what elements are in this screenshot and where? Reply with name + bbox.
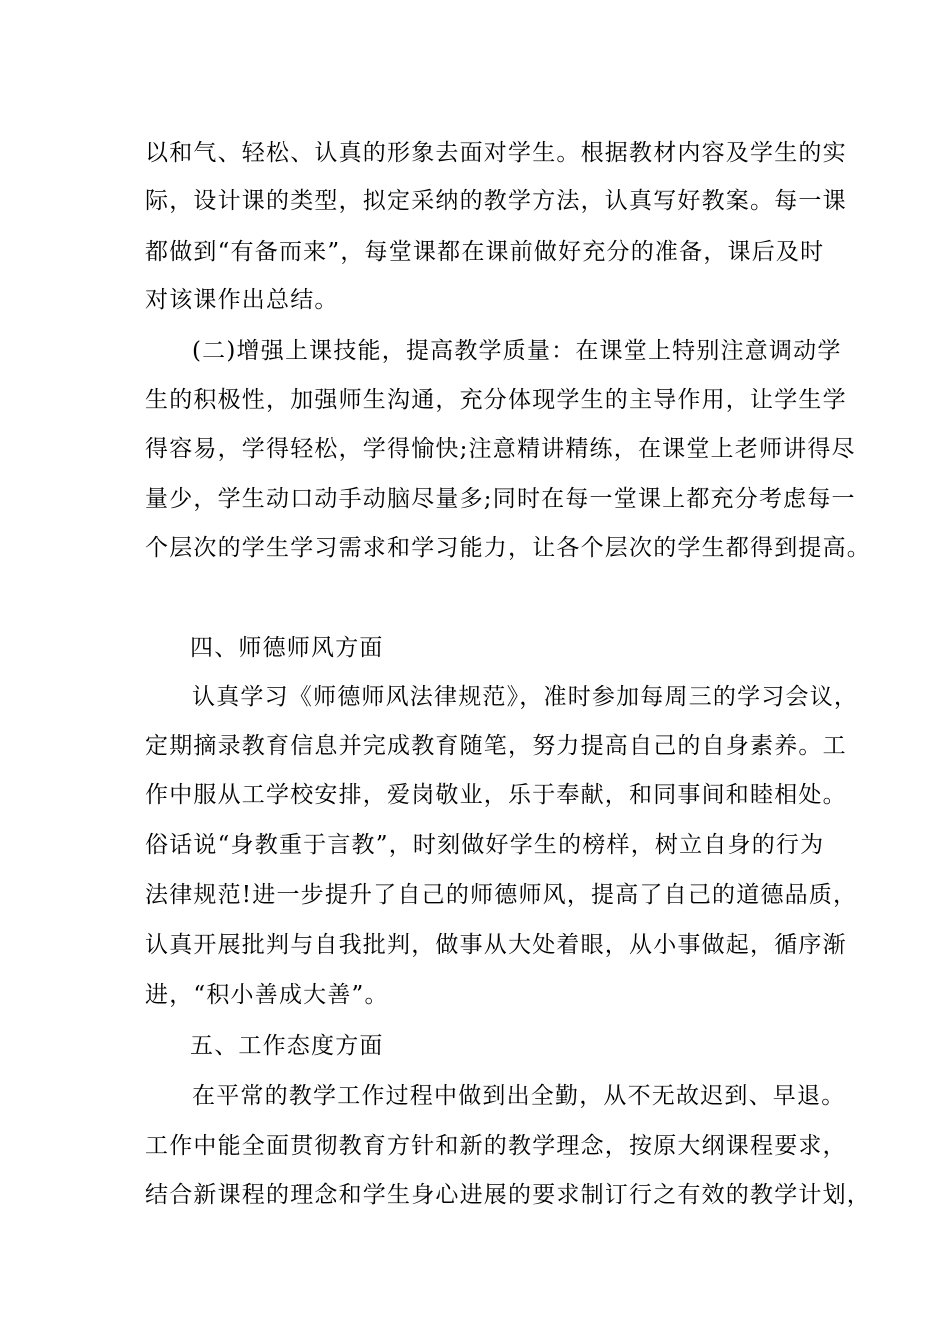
body-text-line: 生的积极性，加强师生沟通，充分体现学生的主导作用，让学生学 <box>145 387 847 413</box>
body-text-line: 得容易，学得轻松，学得愉快;注意精讲精练，在课堂上老师讲得尽 <box>145 436 856 462</box>
paragraph-first-line: (二)增强上课技能，提高教学质量：在课堂上特别注意调动学 <box>192 338 842 364</box>
body-text-line: 都做到“有备而来”，每堂课都在课前做好充分的准备，课后及时 <box>145 239 825 265</box>
paragraph-first-line: 在平常的教学工作过程中做到出全勤，从不无故迟到、早退。 <box>192 1083 846 1109</box>
body-text-line: 工作中能全面贯彻教育方针和新的教学理念，按原大纲课程要求， <box>145 1133 847 1159</box>
body-text-line: 量少，学生动口动手动脑尽量多;同时在每一堂课上都充分考虑每一 <box>145 486 856 512</box>
body-text-line: 对该课作出总结。 <box>145 287 339 313</box>
body-text-line: 进，“积小善成大善”。 <box>145 982 389 1008</box>
body-text-line: 结合新课程的理念和学生身心进展的要求制订行之有效的教学计划， <box>145 1182 871 1208</box>
body-text-line: 定期摘录教育信息并完成教育随笔，努力提高自己的自身素养。工 <box>145 733 847 759</box>
body-text-line: 认真开展批判与自我批判，做事从大处着眼，从小事做起，循序渐 <box>145 932 847 958</box>
body-text-line: 个层次的学生学习需求和学习能力，让各个层次的学生都得到提高。 <box>145 535 871 561</box>
body-text-line: 法律规范!进一步提升了自己的师德师风，提高了自己的道德品质， <box>145 882 858 908</box>
body-text-line: 作中服从工学校安排，爱岗敬业，乐于奉献，和同事间和睦相处。 <box>145 782 847 808</box>
paragraph-first-line: 认真学习《师德师风法律规范》，准时参加每周三的学习会议， <box>192 684 859 710</box>
section-heading: 五、工作态度方面 <box>190 1033 384 1059</box>
body-text-line: 以和气、轻松、认真的形象去面对学生。根据教材内容及学生的实 <box>145 140 847 166</box>
body-text-line: 俗话说“身教重于言教”，时刻做好学生的榜样，树立自身的行为 <box>145 832 825 858</box>
body-text-line: 际，设计课的类型，拟定采纳的教学方法，认真写好教案。每一课 <box>145 188 847 214</box>
section-heading: 四、师德师风方面 <box>190 635 384 661</box>
